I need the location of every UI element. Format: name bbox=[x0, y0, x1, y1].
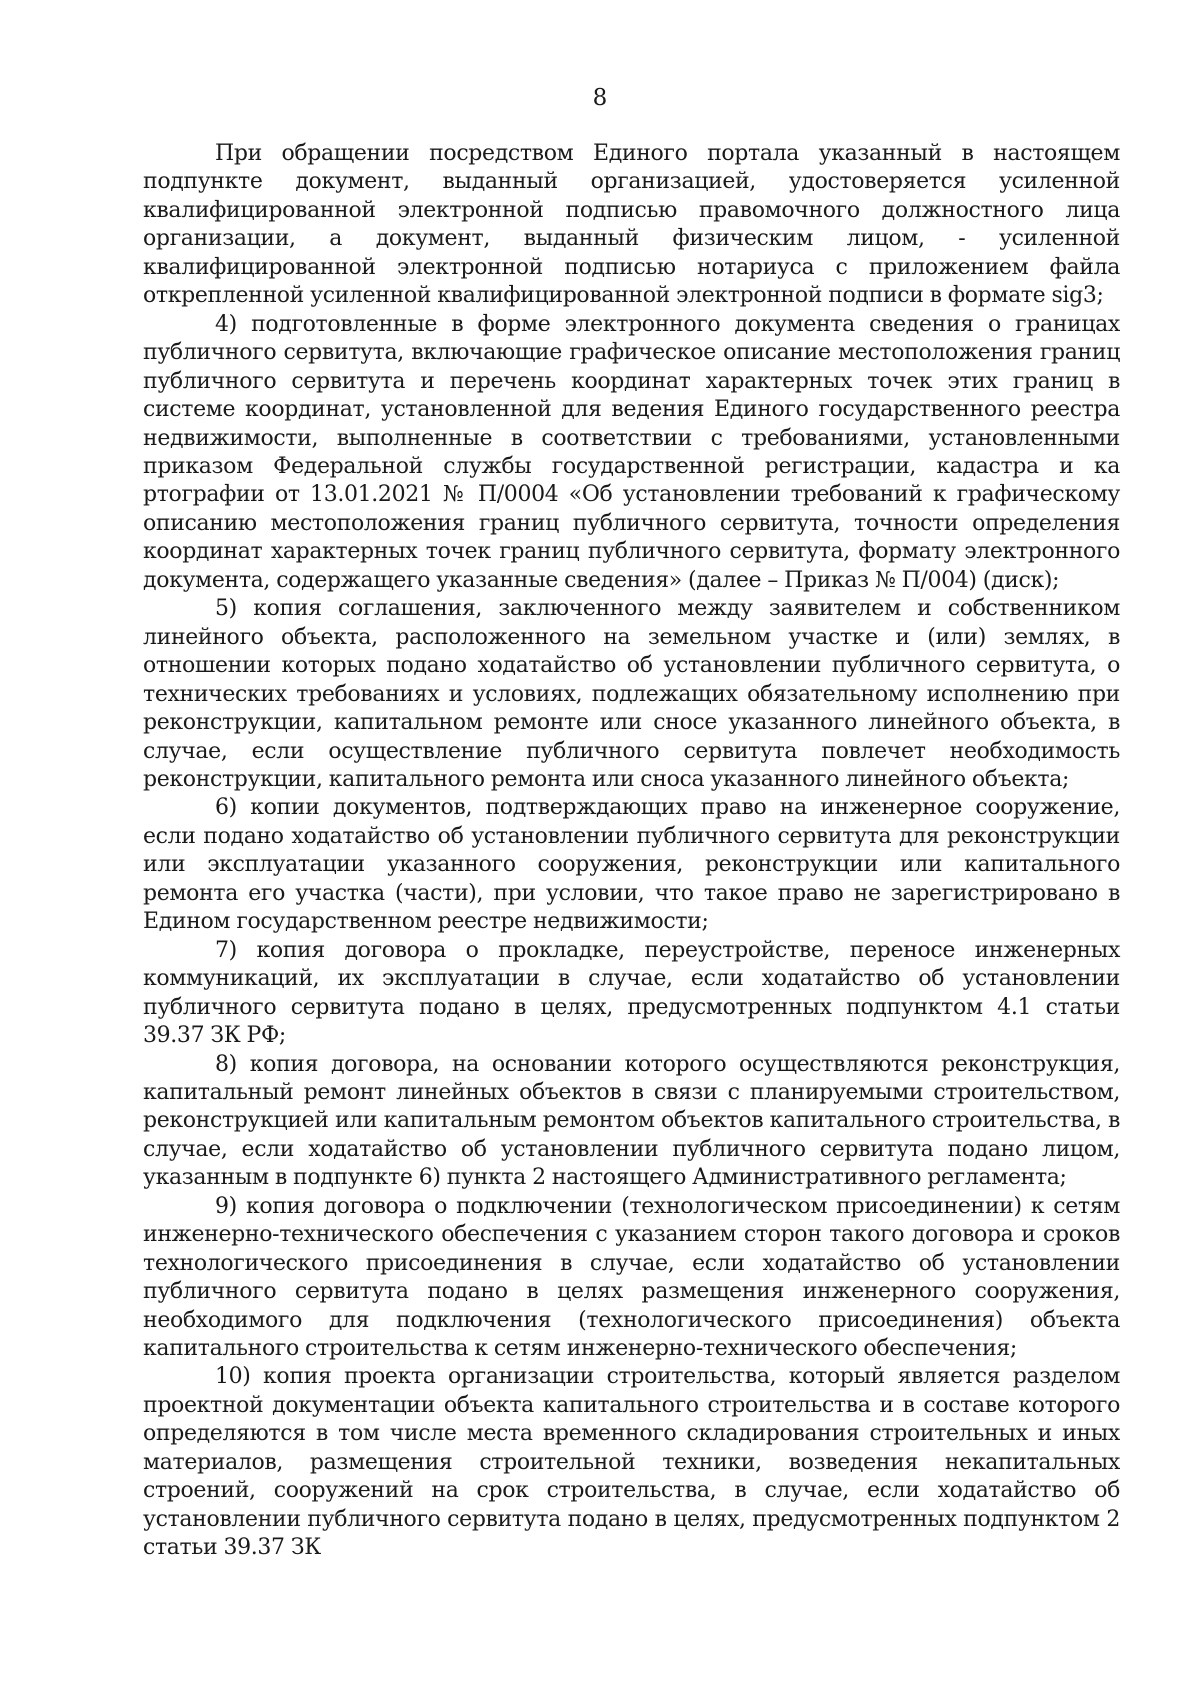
paragraph-signature-requirements: При обращении посредством Единого портала указанный в настоящем подпункте документ, выданный организацией, удостоверяется усиленной квалифицированной электронной подписью правомочного должностного лица организации, а документ, выданный физическим лицом, - усиленной квалифицированной электронной подписью нотариуса с приложением файла открепленной усиленной квалифицированной электронной подписи в формате sig3; bbox=[143, 141, 1120, 309]
paragraph-item-4: 4) подготовленные в форме электронного документа сведения о границах публичного сервитута, включающие графическое описание местоположения границ публичного сервитута и перечень координат характерных точек этих границ в системе координат, установленной для ведения Единого государственного реестра недвижимости, выполненные в соответствии с требованиями, установленными приказом Федеральной службы государственной регистрации, кадастра и ка ртографии от 13.01.2021 № П/0004 «Об установлении требований к графическому описанию местоположения границ публичного сервитута, точности определения координат характерных точек границ публичного сервитута, формату электронного документа, содержащего указанные сведения» (далее – Приказ № П/004) (диск); bbox=[143, 311, 1120, 593]
paragraph-item-5: 5) копия соглашения, заключенного между заявителем и собственником линейного объекта, расположенного на земельном участке и (или) землях, в отношении которых подано ходатайство об установлении публичного сервитута, о технических требованиях и условиях, подлежащих обязательному исполнению при реконструкции, капитальном ремонте или сносе указанного линейного объекта, в случае, если осуществление публичного сервитута повлечет необходимость реконструкции, капитального ремонта или сноса указанного линейного объекта; bbox=[143, 596, 1120, 792]
paragraph-item-8: 8) копия договора, на основании которого осуществляются реконструкция, капитальный ремонт линейных объектов в связи с планируемыми строительством, реконструкцией или капитальным ремонтом объектов капитального строительства, в случае, если ходатайство об установлении публичного сервитута подано лицом, указанным в подпункте 6) пункта 2 настоящего Административного регламента; bbox=[143, 1051, 1120, 1191]
document-body bbox=[143, 140, 1120, 1563]
paragraph-item-6: 6) копии документов, подтверждающих право на инженерное сооружение, если подано ходатайство об установлении публичного сервитута для реконструкции или эксплуатации указанного сооружения, реконструкции или капитального ремонта его участка (части), при условии, что такое право не зарегистрировано в Едином государственном реестре недвижимости; bbox=[143, 795, 1120, 935]
paragraph-item-7: 7) копия договора о прокладке, переустройстве, переносе инженерных коммуникаций, их эксплуатации в случае, если ходатайство об установлении публичного сервитута подано в целях, предусмотренных подпунктом 4.1 статьи 39.37 ЗК РФ; bbox=[143, 937, 1120, 1049]
paragraph-item-10: 10) копия проекта организации строительства, который является разделом проектной документации объекта капитального строительства и в составе которого определяются в том числе места временного складирования строительных и иных материалов, размещения строительной техники, возведения некапитальных строений, сооружений на срок строительства, в случае, если ходатайство об установлении публичного сервитута подано в целях, предусмотренных подпунктом 2 статьи 39.37 ЗК bbox=[143, 1364, 1120, 1561]
page-number: 8 bbox=[592, 85, 608, 111]
paragraph-item-9: 9) копия договора о подключении (технологическом присоединении) к сетям инженерно-технического обеспечения с указанием сторон такого договора и сроков технологического присоединения в случае, если ходатайство об установлении публичного сервитута подано в целях размещения инженерного сооружения, необходимого для подключения (технологического присоединения) объекта капитального строительства к сетям инженерно-технического обеспечения; bbox=[143, 1193, 1120, 1362]
